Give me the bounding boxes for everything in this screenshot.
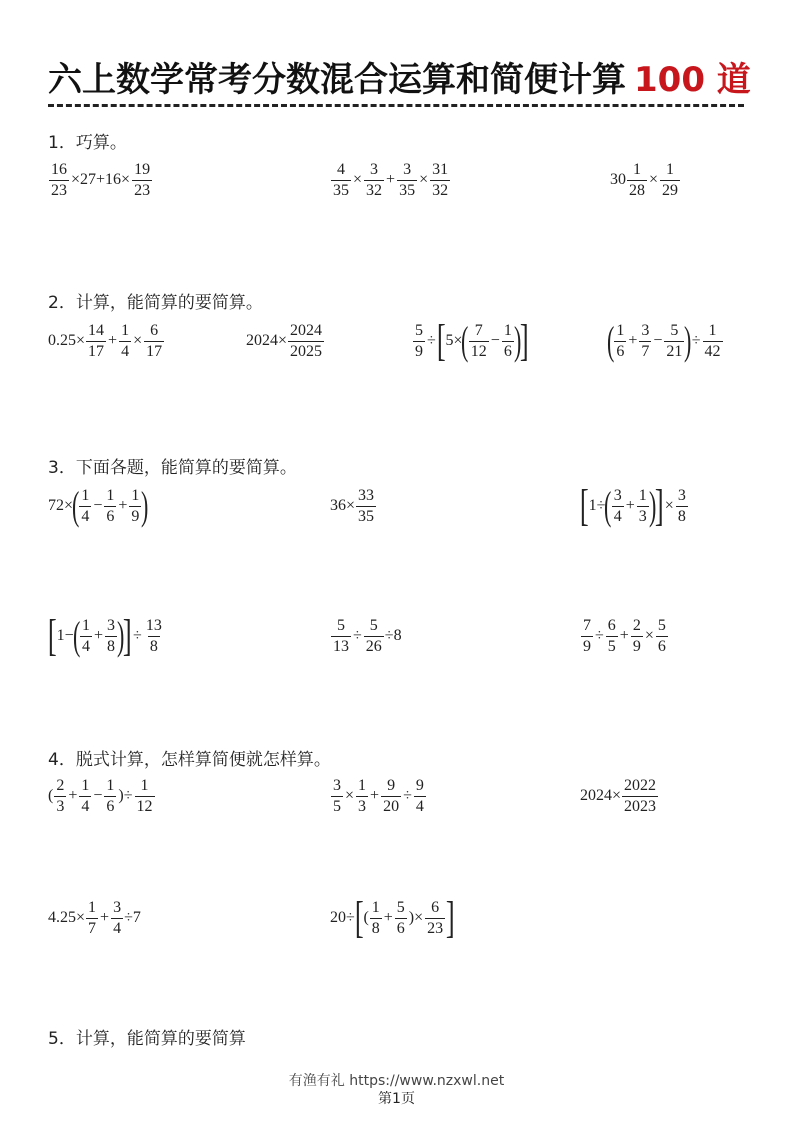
title-accent: 100 道 xyxy=(634,60,751,100)
fraction: $\frac{31}{32}$ xyxy=(432,160,449,199)
fraction: $\frac{3}{32}$ xyxy=(366,160,383,199)
problem-1b: $\frac{4}{35}$ × $\frac{3}{32}$ + $\frac{3}{35}$ × $\frac{31}{32}$ xyxy=(333,160,449,199)
fraction: $\frac{1}{6}$ xyxy=(106,776,115,815)
fraction: $\frac{6}{23}$ xyxy=(427,898,444,937)
fraction: $\frac{16}{23}$ xyxy=(51,160,67,199)
fraction: $\frac{1}{6}$ xyxy=(106,486,115,525)
fraction: $\frac{13}{8}$ xyxy=(145,616,162,655)
problem-2d: ( $\frac{1}{6}$ + $\frac{3}{7}$ − $\frac{5}{21}$ ) ÷ $\frac{1}{42}$ xyxy=(606,318,721,363)
fraction: $\frac{5}{9}$ xyxy=(415,321,423,360)
problem-3c: [ 1÷ ( $\frac{3}{4}$ + $\frac{1}{3}$ ) ] × $\frac{3}{8}$ xyxy=(579,481,686,530)
page-title xyxy=(48,60,751,100)
problem-4d: 4.25× $\frac{1}{7}$ + $\frac{3}{4}$ ÷7 xyxy=(48,898,141,937)
problem-4a: ( $\frac{2}{3}$ + $\frac{1}{4}$ − $\frac{1}{6}$ )÷ $\frac{1}{12}$ xyxy=(48,776,153,815)
fraction: $\frac{3}{4}$ xyxy=(113,898,122,937)
section-5-heading: 5．计算，能简算的要简算 xyxy=(48,1029,246,1049)
footer-page-number: 第1页 xyxy=(378,1091,415,1107)
fraction: $\frac{3}{5}$ xyxy=(333,776,341,815)
fraction: $\frac{1}{6}$ xyxy=(503,321,512,360)
problem-2c: $\frac{5}{9}$ ÷ [ 5× ( $\frac{7}{12}$ − $\frac{1}{6}$ ) ] xyxy=(415,316,529,365)
fraction: $\frac{5}{6}$ xyxy=(657,616,666,655)
fraction: $\frac{1}{6}$ xyxy=(616,321,625,360)
fraction: $\frac{9}{4}$ xyxy=(415,776,424,815)
fraction: $\frac{19}{23}$ xyxy=(134,160,151,199)
fraction: $\frac{6}{17}$ xyxy=(146,321,163,360)
problem-2a: 0.25× $\frac{14}{17}$ + $\frac{1}{4}$ × $\frac{6}{17}$ xyxy=(48,321,163,360)
problem-3f: $\frac{7}{9}$ ÷ $\frac{6}{5}$ + $\frac{2}{9}$ × $\frac{5}{6}$ xyxy=(583,616,666,655)
title-main: 六上数学常考分数混合运算和简便计算 xyxy=(48,60,626,100)
fraction: $\frac{1}{12}$ xyxy=(136,776,153,815)
fraction: $\frac{1}{42}$ xyxy=(704,321,721,360)
fraction: $\frac{7}{12}$ xyxy=(470,321,487,360)
footer-site: 有渔有礼 https://www.nzxwl.net xyxy=(288,1073,505,1089)
fraction: $\frac{1}{8}$ xyxy=(371,898,380,937)
title-divider xyxy=(48,104,744,107)
fraction: $\frac{2022}{2023}$ xyxy=(624,776,657,815)
fraction: $\frac{2}{3}$ xyxy=(56,776,65,815)
fraction: $\frac{9}{20}$ xyxy=(383,776,400,815)
fraction: $\frac{7}{9}$ xyxy=(583,616,591,655)
fraction: $\frac{3}{7}$ xyxy=(641,321,650,360)
fraction: $\frac{1}{29}$ xyxy=(662,160,679,199)
problem-1c: 30 $\frac{1}{28}$ × $\frac{1}{29}$ xyxy=(610,160,679,199)
problem-2b: 2024× $\frac{2024}{2025}$ xyxy=(246,321,323,360)
fraction: $\frac{5}{26}$ xyxy=(365,616,382,655)
section-3-heading: 3．下面各题，能简算的要简算。 xyxy=(48,458,297,478)
section-2-heading: 2．计算，能简算的要简算。 xyxy=(48,293,263,313)
problem-3a: 72× ( $\frac{1}{4}$ − $\frac{1}{6}$ + $\frac{1}{9}$ ) xyxy=(48,483,149,528)
fraction: $\frac{6}{5}$ xyxy=(607,616,616,655)
fraction: $\frac{5}{13}$ xyxy=(333,616,349,655)
problem-4c: 2024× $\frac{2022}{2023}$ xyxy=(580,776,657,815)
fraction: $\frac{14}{17}$ xyxy=(88,321,105,360)
problem-1a: $\frac{16}{23}$ ×27+16× $\frac{19}{23}$ xyxy=(51,160,151,199)
problem-3d: [ 1− ( $\frac{1}{4}$ + $\frac{3}{8}$ ) ] ÷ $\frac{13}{8}$ xyxy=(47,611,162,660)
problem-4b: $\frac{3}{5}$ × $\frac{1}{3}$ + $\frac{9}{20}$ ÷ $\frac{9}{4}$ xyxy=(333,776,424,815)
fraction: $\frac{1}{7}$ xyxy=(88,898,97,937)
section-1-heading: 1．巧算。 xyxy=(48,133,127,153)
fraction: $\frac{2024}{2025}$ xyxy=(290,321,323,360)
fraction: $\frac{5}{21}$ xyxy=(666,321,683,360)
fraction: $\frac{1}{4}$ xyxy=(81,776,90,815)
problem-3e: $\frac{5}{13}$ ÷ $\frac{5}{26}$ ÷8 xyxy=(333,616,402,655)
fraction: $\frac{1}{4}$ xyxy=(81,486,90,525)
fraction: $\frac{1}{3}$ xyxy=(638,486,647,525)
problem-4e: 20÷ [ ( $\frac{1}{8}$ + $\frac{5}{6}$ )× $\frac{6}{23}$ ] xyxy=(330,893,455,942)
fraction: $\frac{3}{8}$ xyxy=(107,616,116,655)
fraction: $\frac{33}{35}$ xyxy=(358,486,375,525)
fraction: $\frac{3}{4}$ xyxy=(613,486,622,525)
fraction: $\frac{3}{35}$ xyxy=(399,160,416,199)
fraction: $\frac{3}{8}$ xyxy=(677,486,686,525)
fraction: $\frac{1}{9}$ xyxy=(131,486,140,525)
section-4-heading: 4．脱式计算，怎样算简便就怎样算。 xyxy=(48,750,331,770)
fraction: $\frac{1}{3}$ xyxy=(358,776,367,815)
fraction: $\frac{5}{6}$ xyxy=(396,898,405,937)
problem-3b: 36× $\frac{33}{35}$ xyxy=(330,486,375,525)
fraction: $\frac{1}{4}$ xyxy=(121,321,130,360)
fraction: $\frac{1}{28}$ xyxy=(629,160,645,199)
fraction: $\frac{2}{9}$ xyxy=(632,616,641,655)
fraction: $\frac{1}{4}$ xyxy=(82,616,91,655)
fraction: $\frac{4}{35}$ xyxy=(333,160,349,199)
